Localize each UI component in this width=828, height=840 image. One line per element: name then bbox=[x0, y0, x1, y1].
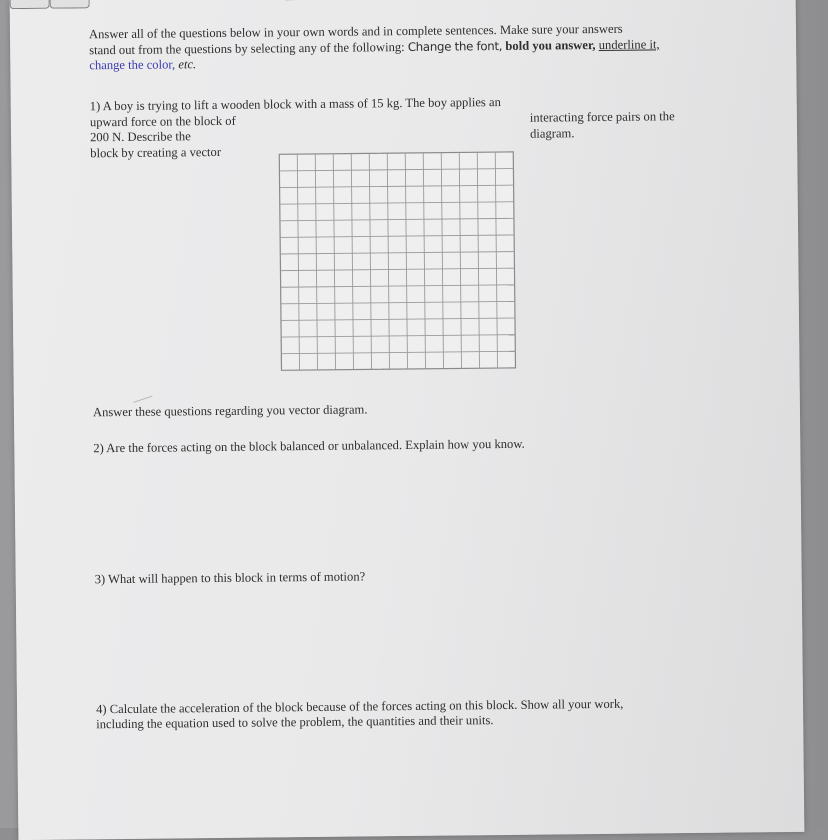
vector-diagram-grid[interactable] bbox=[276, 149, 518, 374]
worksheet-content bbox=[89, 21, 719, 28]
question-1-line-3: block by creating a vector bbox=[90, 141, 540, 161]
question-1-line-2: 200 N. Describe the bbox=[90, 126, 540, 146]
question-1-right-line-2: diagram. bbox=[530, 124, 710, 141]
question-4-line-2: including the equation used to solve the problem, the quantities and their units. bbox=[96, 711, 736, 733]
instructions-line-2-text: stand out from the questions by selecting any of the following: bbox=[89, 39, 408, 56]
pencil-mark bbox=[133, 396, 152, 403]
question-1-right-column bbox=[530, 109, 710, 142]
question-1-line-1: 1) A boy is trying to lift a wooden block with a mass of 15 kg. The boy applies an upward force on the block of bbox=[90, 95, 540, 131]
grid-frame bbox=[279, 152, 515, 370]
instructions-paragraph bbox=[89, 21, 719, 74]
example-change-color: change the color, bbox=[89, 57, 175, 72]
answer-prompt: Answer these questions regarding you vector diagram. bbox=[93, 399, 733, 421]
worksheet-page bbox=[10, 0, 805, 840]
binder-tab-left bbox=[10, 0, 50, 9]
question-3: 3) What will happen to this block in terms of motion? bbox=[95, 566, 735, 588]
example-underline: underline it, bbox=[599, 37, 660, 52]
example-etc: etc. bbox=[175, 57, 196, 71]
question-1-right-line-1: interacting force pairs on the bbox=[530, 109, 710, 126]
example-bold: bold you answer, bbox=[502, 38, 595, 53]
instructions-line-1: Answer all of the questions below in your own words and in complete sentences. Make sure your answers bbox=[89, 21, 719, 43]
question-2: 2) Are the forces acting on the block balanced or unbalanced. Explain how you know. bbox=[93, 435, 733, 457]
question-4 bbox=[96, 696, 736, 733]
question-4-line-1: 4) Calculate the acceleration of the block because of the forces acting on this block. Show all your work, bbox=[96, 696, 736, 718]
example-change-font: Change the font, bbox=[408, 38, 503, 53]
binder-tab-right bbox=[50, 0, 90, 9]
grid-lines bbox=[276, 149, 518, 374]
